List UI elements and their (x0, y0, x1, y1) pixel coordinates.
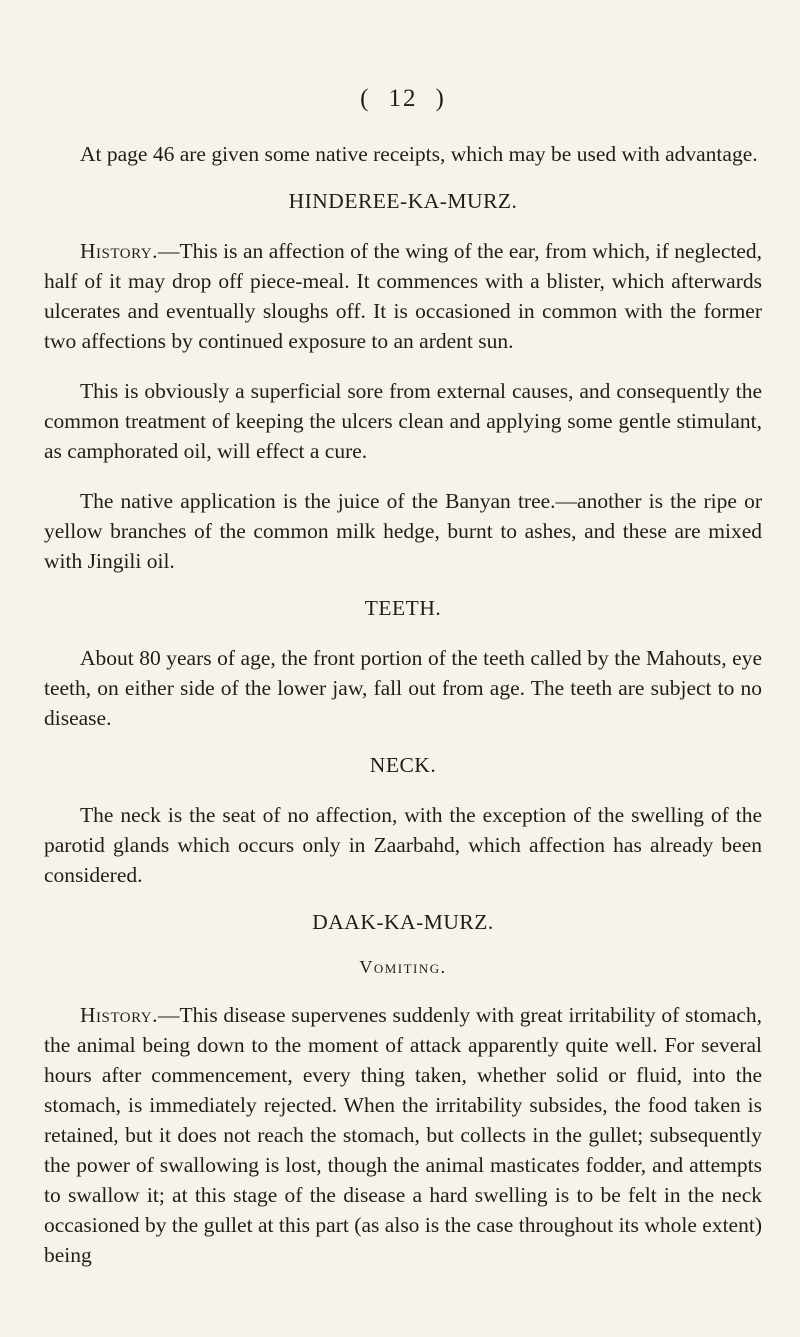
heading-neck: NECK. (369, 753, 437, 777)
daak-history-text: —This disease supervenes suddenly with great irritability of stomach, the animal being down to the moment of attack apparently quite well. For several hours after commencement, every thing taken, whether solid or fluid, into the stomach, is immediately rejected. When the irritability subsides, the food taken is retained, but it does not reach the stomach, but collects in the gullet; subsequently the power of swallowing is lost, though the animal masticates fodder, and attempts to swallow it; at this stage of the disease a hard swelling is to be felt in the neck occasioned by the gullet at this part (as also is the case throughout its whole extent) being (44, 1003, 762, 1267)
neck-paragraph: The neck is the seat of no affection, with the exception of the swelling of the parotid glands which occurs only in Zaarbahd, which affection has already been considered. (44, 803, 762, 887)
daak-history-label: History. (80, 1003, 158, 1027)
page-number-close-paren: ) (435, 85, 446, 112)
hinderee-treatment-paragraph: This is obviously a superficial sore from external causes, and consequently the common treatment of keeping the ulcers clean and applying some gentle stimulant, as camphorated oil, will effect a cure. (44, 379, 762, 463)
daak-history-paragraph (44, 1000, 762, 1270)
heading-hinderee-ka-murz: HINDEREE-KA-MURZ. (288, 189, 518, 213)
hinderee-history-paragraph (44, 236, 762, 356)
hinderee-history-label: History. (80, 239, 158, 263)
heading-teeth: TEETH. (364, 596, 442, 620)
teeth-paragraph: About 80 years of age, the front portion of the teeth called by the Mahouts, eye teeth, on either side of the lower jaw, fall out from age. The teeth are subject to no disease. (44, 646, 762, 730)
page-number-value: 12 (388, 85, 418, 112)
page-number (44, 86, 762, 111)
intro-paragraph: At page 46 are given some native receipts, which may be used with advantage. (80, 142, 758, 166)
heading-daak-ka-murz: DAAK-KA-MURZ. (312, 910, 494, 934)
subheading-vomiting: Vomiting. (359, 957, 447, 977)
page-number-open-paren: ( (360, 85, 371, 112)
hinderee-native-application-paragraph: The native application is the juice of the Banyan tree.—another is the ripe or yellow branches of the common milk hedge, burnt to ashes, and these are mixed with Jingili oil. (44, 489, 762, 573)
hinderee-history-text: —This is an affection of the wing of the ear, from which, if neglected, half of it may drop off piece-meal. It commences with a blister, which afterwards ulcerates and eventually sloughs off. It is occasioned in common with the former two affections by continued exposure to an ardent sun. (44, 239, 762, 353)
